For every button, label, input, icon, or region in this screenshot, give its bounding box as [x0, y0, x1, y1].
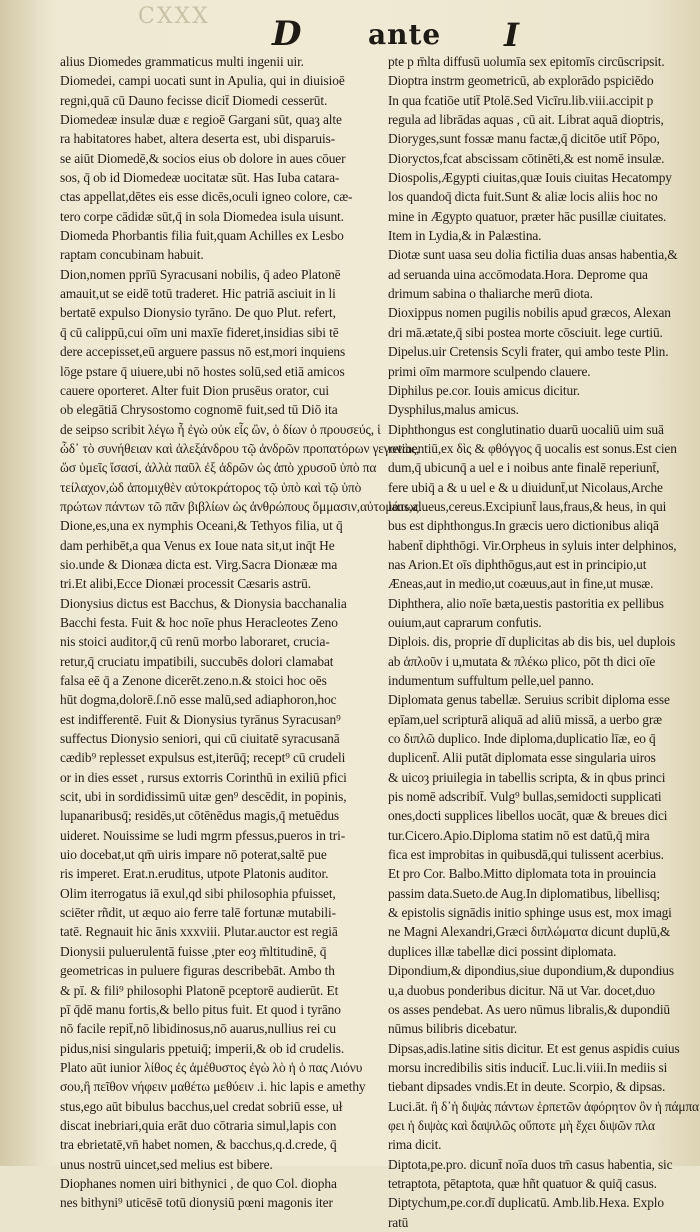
text-line: Diphilus pe.cor. Iouis amicus dicitur.: [388, 382, 580, 398]
text-line: Diomedei, campi uocati sunt in Apulia, qui in diuisioē: [60, 73, 345, 89]
text-line: Diomeda Phorbantis filia fuit,quam Achilles ex Lesbo: [60, 228, 344, 244]
text-line: cædib⁹ replesset expulsus est,iterūq̄; recept⁹ cū crudeli: [60, 750, 346, 766]
text-line: los quandoq̄ dicta fuit.Sunt & aliæ locis aliis hoc no: [388, 189, 658, 205]
text-line: φει ἡ διψὰς καὶ δαψιλῶς οὔποτε μὴ ἔχει διψῶν πλα: [388, 1117, 655, 1133]
text-line: geometricas in puluere figuras describebāt. Ambo th: [60, 963, 335, 979]
text-line: bertatē expulso Dionysio tyrāno. De quo Plut. refert,: [60, 305, 336, 321]
text-line: Dion,nomen pprīū Syracusani nobilis, q̄ adeo Platonē: [60, 266, 341, 282]
text-line: dum,q̄ ubicunq̄ a uel e i noibus ante finalē reperiunt̄,: [388, 460, 660, 476]
page-gutter-stain: [0, 0, 58, 1166]
right-text-column: [388, 52, 699, 1232]
header-word: ante: [368, 18, 442, 51]
text-line: τείλαχον,ὡδ ἀπομιχθὲν αὐτοκράτορος τῷ ὑπὸ καὶ τῷ ὑπὸ: [60, 479, 362, 495]
text-line: Diphthera, alio noīe bæta,uestis pastoritia ex pellibus: [388, 595, 664, 611]
text-line: sio.unde & Dionæa dicta est. Virg.Sacra Dionææ ma: [60, 556, 338, 572]
text-line: Dione,es,una ex nymphis Oceani,& Tethyos filia, ut q̄: [60, 518, 343, 534]
text-line: Æneas,aut in medio,ut coæuus,aut in fine,ut musæ.: [388, 576, 654, 592]
text-line: cauere oporteret. Alter fuit Dion prusēus orator, cui: [60, 382, 329, 398]
text-line: nūmus bilibris dicebatur.: [388, 1021, 518, 1037]
text-line: scit, ubi in sordidissimū uitæ gen⁹ descēdit, in popinis,: [60, 789, 347, 805]
text-line: duplices illæ tabellæ dici possint diplomata.: [388, 943, 617, 959]
text-line: Diplois. dis, proprie dī duplicitas ab dis bis, uel duplois: [388, 634, 676, 650]
text-line: Bacchi festa. Fuit & hoc noīe phus Heracleotes Zeno: [60, 614, 338, 630]
text-line: retinentiū,ex δὶς & φθόγγος q̄ uocalis est sonus.Est cien: [388, 440, 677, 456]
text-line: falsa eē q̄ a Zenone dicerēt.zeno.n.& stoici hoc oēs: [60, 673, 327, 688]
text-line: Dioxippus nomen pugilis nobilis apud græcos, Alexan: [388, 305, 671, 321]
text-line: os asses pendebat. As uero nūmus libralis,& dupondiū: [388, 1001, 670, 1017]
text-line: ab ἁπλοῦν i u,mutata & πλέκω plico, pōt th dici oīe: [388, 653, 656, 669]
text-line: Olim iterrogatus iā exul,qd sibi philosophia pfuisset,: [60, 885, 336, 901]
text-line: Dioptra instrm geometricū, ab explorādo pspiciēdo: [388, 73, 654, 89]
text-line: sos, q̄ ob id Diomedeæ uocitatæ sūt. Has Iuba catara-: [60, 170, 340, 186]
text-line: ouium,aut caprarum confutis.: [388, 614, 542, 630]
text-line: Dipelus.uir Cretensis Scyli frater, qui ambo teste Plin.: [388, 344, 669, 360]
text-line: est indifferentē. Fuit & Dionysius tyrānus Syracusan⁹: [60, 711, 341, 727]
text-line: morsu incredibilis sitis inducit̄. Luc.li.viii.In mediis si: [388, 1059, 668, 1075]
text-line: Diospolis,Ægypti ciuitas,quæ Iouis ciuitas Hecatompy: [388, 170, 672, 186]
text-line: laus,alueus,cereus.Excipiunt̄ laus,fraus,& heus, in qui: [388, 498, 667, 514]
text-line: suffectus Dionysio seniori, qui cū ciuitatē syracusanā: [60, 731, 340, 747]
text-line: dam perhibēt,a qua Venus ex Ioue nata sit,ut inq̄t He: [60, 537, 335, 553]
text-line: amauit,ut se eidē totū traderet. Hic patriā asciuit in li: [60, 286, 336, 302]
text-line: dere accepisset,eū arguere passus nō est,mori inquiens: [60, 344, 346, 360]
text-line: uio docebat,ut qm̄ uiris impare nō poterat,saltē pue: [60, 847, 327, 863]
text-line: Plato aūt iunior λίθος ἐς ἀμέθυστος ἐγὼ λὸ ἡ ὁ πας Λιόνυ: [60, 1059, 363, 1075]
text-line: nis stoici auditor,q̄ cū renū morbo laboraret, crucia-: [60, 634, 330, 650]
text-line: ones,docti supplices libellos uocāt, quæ & breues dici: [388, 808, 668, 824]
text-line: tri.Et alibi,Ecce Dionæi processit Cæsaris astrū.: [60, 576, 311, 592]
text-line: tra ebrietatē,vn̄ habet nomen, & bacchus,q.d.crede, q̄: [60, 1137, 337, 1153]
text-line: Dionysius dictus est Bacchus, & Dionysia bacchanalia: [60, 595, 347, 611]
text-line: dri mā.ætate,q̄ sibi postea morte cōsciuit. lege curtiū.: [388, 324, 663, 340]
text-line: Diotæ sunt uasa seu dolia fictilia duas ansas habentia,&: [388, 247, 678, 263]
text-line: nō facile repit̄,nō libidinosus,nō auarus,nullius rei cu: [60, 1021, 337, 1037]
text-line: sciēter rñdit, ut æquo aio ferre talē fortunæ mutabili-: [60, 905, 336, 921]
text-line: stus,ego aūt bibulus bacchus,uel credat sobriū esse, uł: [60, 1098, 343, 1114]
text-line: Diplomata genus tabellæ. Seruius scribit diploma esse: [388, 692, 670, 708]
page-header: [0, 4, 700, 54]
text-line: raptam concubinam habuit.: [60, 247, 204, 263]
text-line: pte p m̄lta diffusū uolumīa sex epitomīs circūscripsit.: [388, 54, 665, 69]
text-line: regni,quā cū Dauno fecisse dicit̄ Diomedi cesserūt.: [60, 92, 328, 108]
text-line: ob elegātiā Chrysostomo cognomē fuit,sed tū Diō ita: [60, 402, 338, 418]
text-line: tetraptota, pētaptota, quæ hñt quatuor & quiq̄ casus.: [388, 1175, 657, 1191]
text-line: Dioryges,sunt fossæ manu factæ,q̄ dicitōe utit̄ Pōpo,: [388, 131, 660, 147]
text-line: Item in Lydia,& in Palæstina.: [388, 228, 542, 244]
text-line: primi oīm marmore sculpendo clauere.: [388, 363, 591, 379]
text-line: drimum sabina o thaliarche merū diota.: [388, 286, 593, 302]
text-line: tatē. Regnauit hic ānis xxxviii. Plutar.auctor est regiā: [60, 924, 338, 940]
text-line: regula ad librādas aquas , cū ait. Librat aquā dioptris,: [388, 112, 664, 128]
text-line: Dysphilus,malus amicus.: [388, 402, 519, 418]
text-line: hūt dogma,dolorē.ſ.nō esse malū,sed adiaphoron,hoc: [60, 692, 337, 708]
text-line: unus nostrū uincet,sed melius est bibere.: [60, 1156, 273, 1172]
header-signature: I: [504, 16, 519, 54]
text-line: ὥσ ὑμεῖς ἴσασί, ἀλλὰ παῦλ ἐξ ἀδρῶν ὡς ἀπὸ χρυσοῦ ὑπὸ πα: [60, 460, 377, 476]
text-line: Dionysii puluerulentā fuisse ,pter eoȝ m̄ltitudinē, q̄: [60, 943, 327, 959]
text-line: πρώτων πάντων τῶ πᾶν βιβλίων ὡς ἀνθρώπους ὄμμασιν,αὐτομάτως.: [60, 498, 422, 514]
text-line: Diomedeæ insulæ duæ ε regioē Gargani sūt, quaȝ alte: [60, 112, 342, 128]
text-line: Luci.āt. ἢ δ᾽ἡ διψὰς πάντων ἑρπετῶν ἀφόρητον ὂν ἡ πάμπα: [388, 1098, 699, 1114]
text-line: passim data.Sueto.de Aug.In diplomatibus, libellisq;: [388, 885, 660, 901]
text-line: Dipsas,adis.latine sitis dicitur. Et est genus aspidis cuius: [388, 1040, 680, 1056]
text-line: ra habitatores habet, altera deserta est, ubi disparuis-: [60, 131, 336, 147]
text-line: ne Magni Alexandri,Græci διπλώματα dicunt duplū,&: [388, 924, 671, 940]
text-line: uideret. Nouissime se ludi mgrm pfessus,pueros in tri-: [60, 827, 346, 843]
text-line: Dioryctos,fcat abscissam cōtinēti,& est nomē insulæ.: [388, 150, 665, 166]
text-line: retur,q̄ cruciatu impatibili, succubēs dolori clamabat: [60, 653, 334, 669]
text-line: or in dies esset , rursus extorris Corinthū in exiliū pfici: [60, 769, 347, 785]
text-line: lupanaribusq̄; residēs,ut cōtēnēdus magis,q̄ metuēdus: [60, 808, 340, 824]
text-line: nas Arion.Et oīs diphthōgus,aut est in principio,ut: [388, 556, 647, 572]
text-line: rima dicit.: [388, 1137, 442, 1153]
text-line: & epistolis signādis initio sphinge usus est, mox imagi: [388, 905, 672, 921]
text-line: & uicoȝ priuilegia in tabellis scripta, & in qbus princi: [388, 769, 666, 785]
text-line: Diophanes nomen uiri bithynici , de quo Col. diopha: [60, 1175, 337, 1191]
text-line: tero corpe cādidæ sūt,q̄ in sola Diomedea isula uisunt.: [60, 208, 344, 224]
text-line: ctas appellat,dētes eis esse dicēs,oculi igneo colore, cæ-: [60, 189, 353, 205]
text-line: & pī. & fili⁹ philosophi Platonē pceptorē audierūt. Et: [60, 982, 339, 998]
text-line: Et pro Cor. Balbo.Mitto diplomata tota in prouincia: [388, 866, 656, 882]
text-line: In qua fcatiōe utit̄ Ptolē.Sed Vicīru.lib.viii.accipit p: [388, 92, 654, 108]
text-line: tur.Cicero.Apio.Diploma statim nō est datū,q̄ mira: [388, 827, 650, 843]
text-line: de seipso scribit λέγω ἦ ἐγὼ οὐκ εἶς ὢν, ὁ δίων ὁ προυσεύς, ἱ: [60, 421, 381, 437]
text-line: bus est diphthongus.In græcis uero dictionibus aliqā: [388, 518, 659, 534]
header-letter: D: [272, 14, 302, 54]
text-line: alius Diomedes grammaticus multi ingenii uir.: [60, 54, 304, 69]
text-line: nes bithyni⁹ uticēsē totū dionysiū pœni magonis iter: [60, 1195, 333, 1211]
text-line: σου,ἢ πεῖθον νήφειν μαθέτω μεθύειν .i. hic lapis e amethy: [60, 1079, 366, 1095]
folio-number: CXXX: [138, 4, 210, 29]
text-line: discat inebriari,quia erāt duo cōtraria simul,lapis con: [60, 1117, 337, 1133]
text-line: pidus,nisi singularis ppetuiq̄; imperii,& ob id crudelis.: [60, 1040, 345, 1056]
text-line: duplicent̄. Alii putāt diplomata esse singularia uiros: [388, 750, 656, 766]
text-line: fica est improbitas in quibusdā,qui tulissent acerbius.: [388, 847, 664, 863]
text-line: ris imperet. Erat.n.eruditus, utpote Platonis auditor.: [60, 866, 329, 882]
text-line: ad seruanda uina accōmodata.Hora. Deprome qua: [388, 266, 648, 282]
text-line: habent̄ diphthōgi. Vir.Orpheus in syluis inter delphinos,: [388, 537, 677, 553]
text-line: epīam,uel scripturā aliquā ad aliū missā, a uerbo græ: [388, 711, 662, 727]
text-line: fere ubiq̄ a & u uel e & u diuidunt̄,ut Nicolaus,Arche: [388, 479, 663, 495]
text-line: ὧδ᾽ τὸ συνήθειαν καὶ ἀλεξάνδρου τῷ ἀνδρῶν προπατόρων γεγονὼς,: [60, 440, 420, 456]
text-line: co διπλῶ duplico. Inde diploma,duplicatio līæ, eo q̄: [388, 731, 656, 747]
text-line: pis nomē adscribit̄. Vulg⁹ bullas,semidocti supplicati: [388, 789, 662, 805]
text-line: mine in Ægypto quatuor, præter hāc pusillæ ciuitates.: [388, 208, 667, 224]
text-line: tiebant dipsades vndis.Et in deute. Scorpio, & dipsas.: [388, 1079, 666, 1095]
text-line: se aiūt Diomedē,& socios eius ob dolore in aues cōuer: [60, 150, 346, 166]
text-line: Diptychum,pe.cor.dī duplicatū. Amb.lib.Hexa. Explo: [388, 1195, 664, 1211]
text-line: lōge pstare q̄ uiuere,ubi nō hostes solū,sed etiā amicos: [60, 363, 345, 379]
text-line: q̄ cū calippū,cui oīm uni maxīe fideret,insidias sibi tē: [60, 324, 339, 340]
text-line: u,a duobus ponderibus dicitur. Nā ut Var. docet,duo: [388, 982, 655, 998]
text-line: Dipondium,& dipondius,siue dupondium,& dupondius: [388, 963, 674, 979]
text-line: Diptota,pe.pro. dicunt̄ noīa duos tm̄ casus habentia, sic: [388, 1156, 673, 1172]
text-line: indumentum suffultum pelle,uel panno.: [388, 673, 594, 688]
text-line: ratū: [388, 1214, 409, 1230]
text-line: Diphthongus est conglutinatio duarū uocaliū uim suā: [388, 421, 664, 437]
text-line: pī q̄dē manu fortis,& bello pitus fuit. Et quod i tyrāno: [60, 1001, 341, 1017]
